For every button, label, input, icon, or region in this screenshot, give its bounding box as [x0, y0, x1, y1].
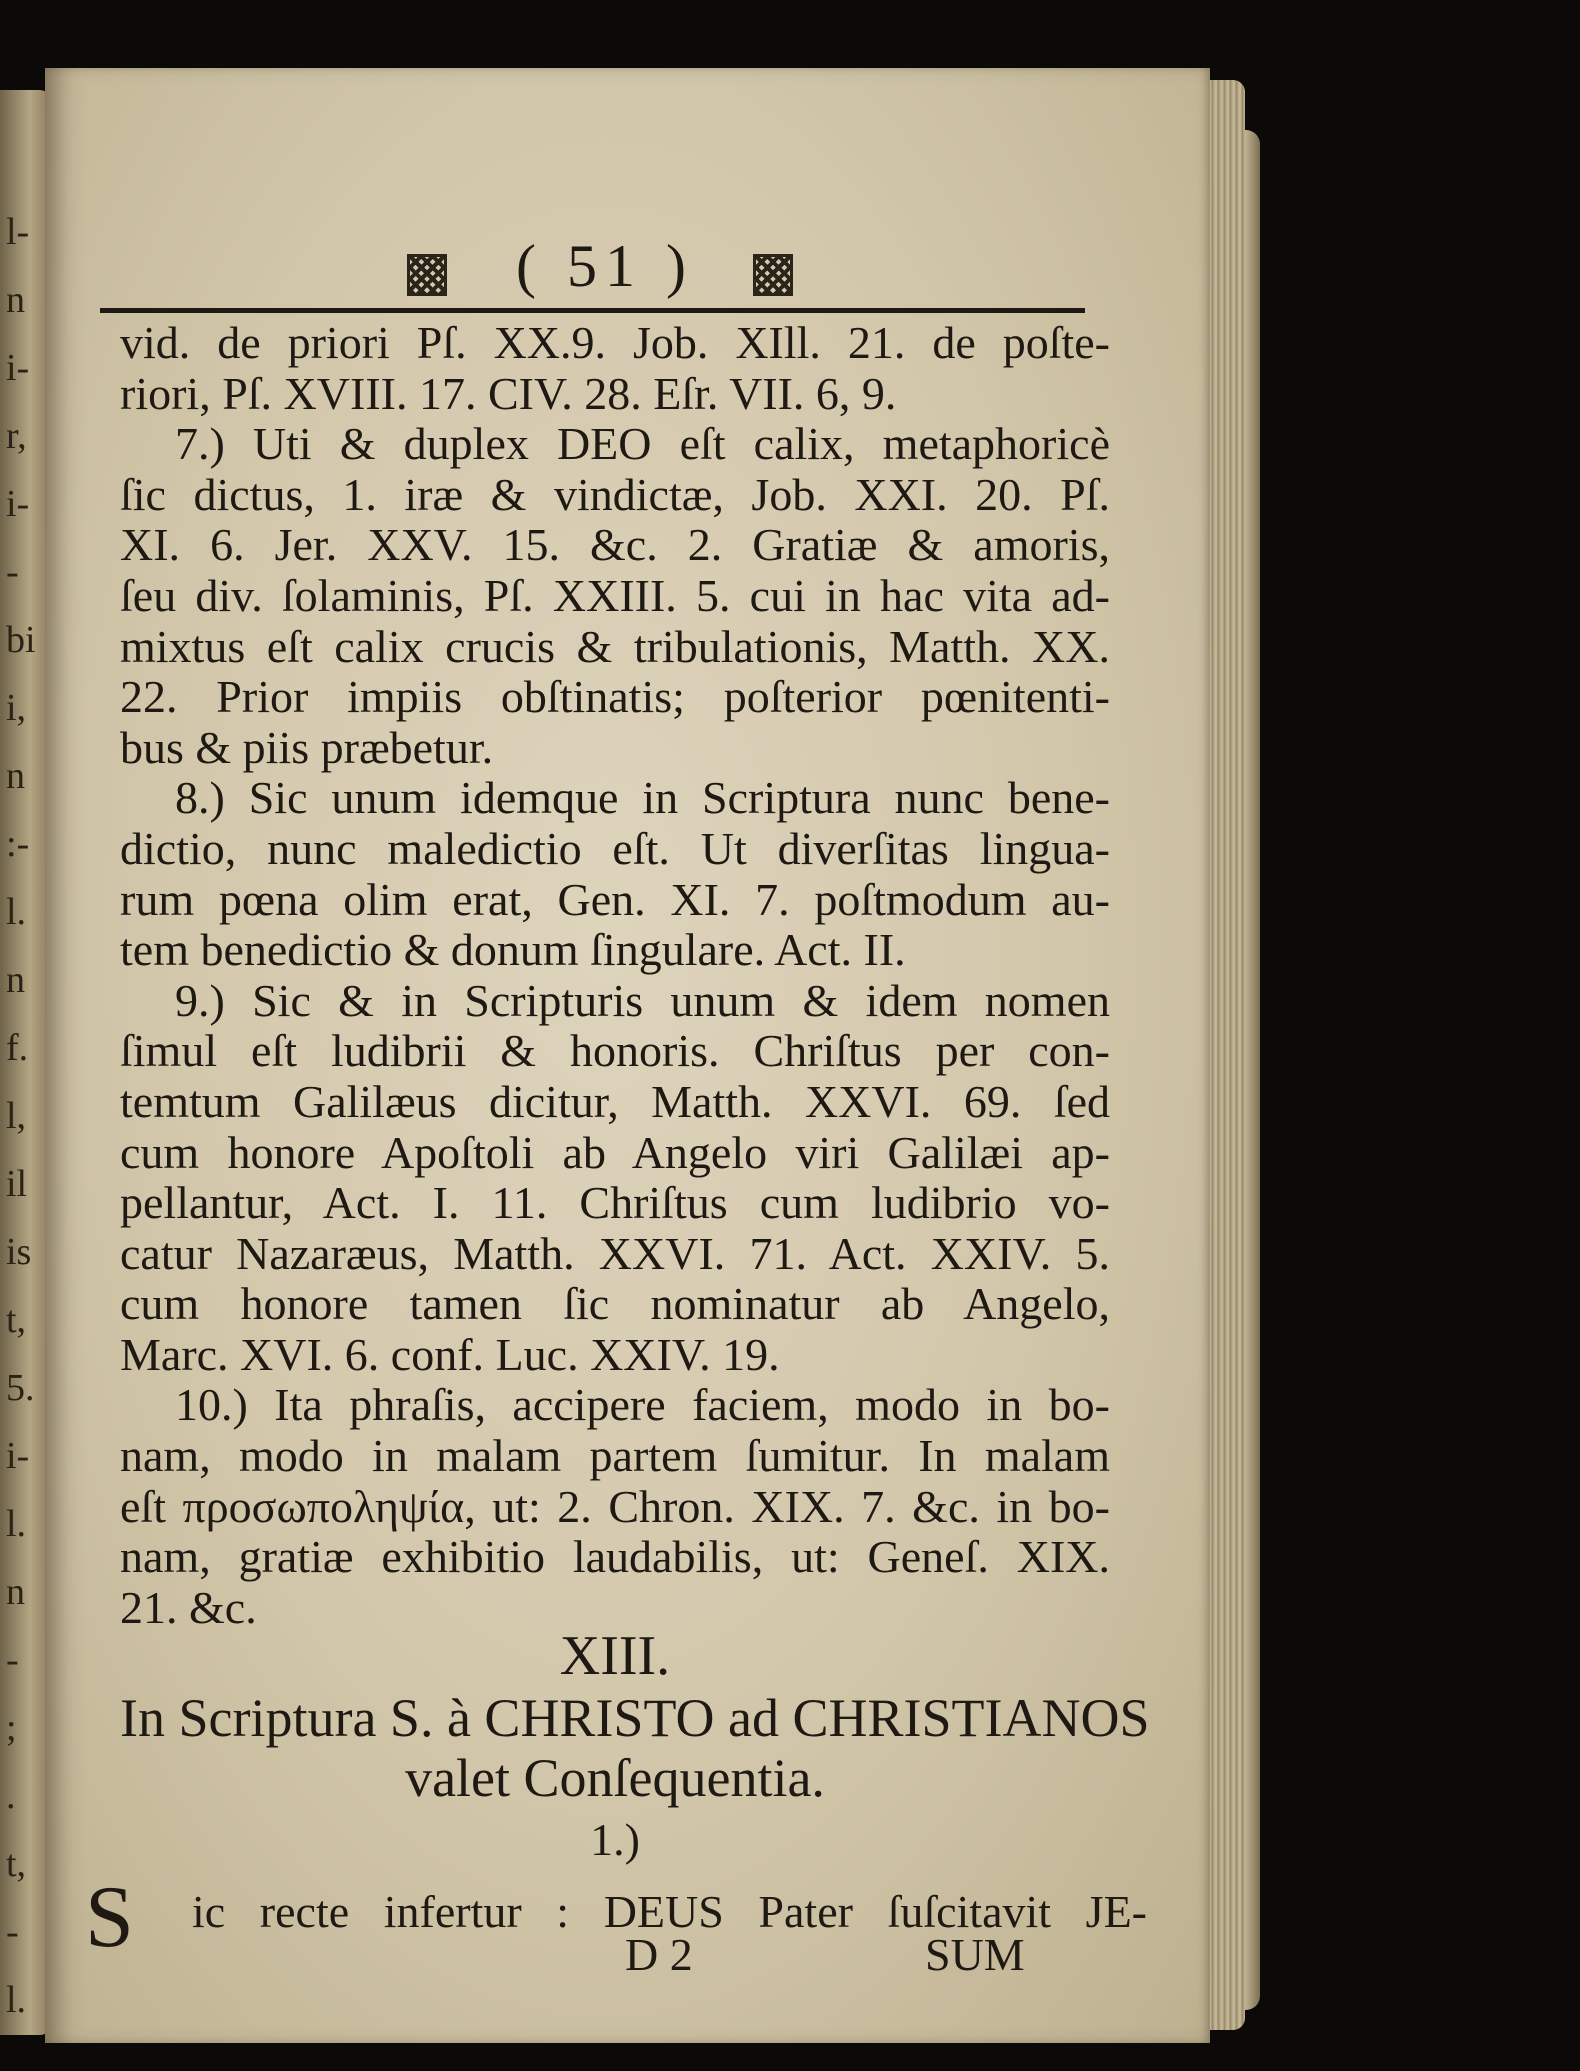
text-line: riori, Pſ. XVIII. 17. CIV. 28. Eſr. VII. 6, 9.: [120, 368, 897, 419]
previous-page-fragment: l.: [6, 891, 27, 933]
subsection-number: 1.): [590, 1814, 640, 1865]
text-line: nam, modo in malam partem ſumitur. In malam: [120, 1431, 1110, 1482]
previous-page-fragment: f.: [6, 1027, 29, 1069]
previous-page-fragment: ;: [6, 1707, 17, 1749]
signature-mark: D 2: [625, 1929, 693, 1980]
text-line: cum honore tamen ſic nominatur ab Angelo,: [120, 1279, 1110, 1330]
ornament-left-icon: [407, 254, 447, 296]
text-line: cum honore Apoſtoli ab Angelo viri Galilæi ap-: [120, 1127, 1110, 1178]
text-line: 7.) Uti & duplex DEO eſt calix, metaphoricè: [175, 419, 1110, 470]
text-line: nam, gratiæ exhibitio laudabilis, ut: Geneſ. XIX.: [120, 1532, 1110, 1583]
text-line: 21. &c.: [120, 1582, 257, 1633]
previous-page-fragment: 5.: [6, 1367, 35, 1409]
section-title-line-2: valet Conſequentia.: [405, 1748, 825, 1808]
text-line: catur Nazaræus, Matth. XXVI. 71. Act. XXIV. 5.: [120, 1228, 1110, 1279]
text-line: Marc. XVI. 6. conf. Luc. XXIV. 19.: [120, 1329, 780, 1380]
text-line: temtum Galilæus dicitur, Matth. XXVI. 69. ſed: [120, 1076, 1110, 1127]
previous-page-fragment: -: [6, 551, 19, 593]
previous-page-fragment: l-: [6, 211, 30, 253]
previous-page-text-fragments: [2, 90, 42, 2035]
previous-page-fragment: il: [6, 1163, 28, 1205]
catchword: SUM: [925, 1929, 1025, 1980]
running-header: [85, 196, 1085, 316]
text-line: tem benedictio & donum ſingulare. Act. II.: [120, 925, 906, 976]
previous-page-fragment: l.: [6, 1979, 27, 2021]
text-line: 8.) Sic unum idemque in Scriptura nunc bene-: [175, 773, 1110, 824]
page-number: ( 51 ): [516, 233, 694, 299]
previous-page-fragment: n: [6, 755, 25, 797]
body-text: [120, 318, 1110, 1633]
text-line: dictio, nunc maledictio eſt. Ut diverſitas lingua-: [120, 823, 1110, 874]
text-line: pellantur, Act. I. 11. Chriſtus cum ludibrio vo-: [120, 1178, 1110, 1229]
text-line: mixtus eſt calix crucis & tribulationis, Matth. XX.: [120, 621, 1110, 672]
previous-page-fragment: t,: [6, 1299, 27, 1341]
previous-page-fragment: -: [6, 1639, 19, 1681]
previous-page-fragment: l.: [6, 1503, 27, 1545]
text-line: vid. de priori Pſ. XX.9. Job. XIll. 21. de poſte-: [120, 318, 1110, 368]
previous-page-fragment: is: [6, 1231, 32, 1273]
previous-page-fragment: i,: [6, 687, 27, 729]
section-number: XIII.: [559, 1625, 671, 1687]
text-line: XI. 6. Jer. XXV. 15. &c. 2. Gratiæ & amoris,: [120, 520, 1110, 571]
previous-page-fragment: :-: [6, 823, 30, 865]
text-line: ſeu div. ſolaminis, Pſ. XXIII. 5. cui in hac vita ad-: [120, 570, 1110, 621]
text-line: ſic dictus, 1. iræ & vindictæ, Job. XXI. 20. Pſ.: [120, 469, 1110, 520]
previous-page-fragment: i-: [6, 347, 30, 389]
previous-page-edge: [0, 90, 50, 2035]
header-rule: [100, 308, 1085, 313]
previous-page-fragment: i-: [6, 1435, 30, 1477]
previous-page-fragment: r,: [6, 415, 27, 457]
previous-page-fragment: .: [6, 1775, 16, 1817]
text-line: 9.) Sic & in Scripturis unum & idem nomen: [175, 975, 1110, 1026]
previous-page-fragment: bi: [6, 619, 36, 661]
book-page: [45, 68, 1210, 2043]
previous-page-fragment: -: [6, 1911, 19, 1953]
previous-page-fragment: l,: [6, 1095, 27, 1137]
previous-page-fragment: i-: [6, 483, 30, 525]
text-line: bus & piis præbetur.: [120, 722, 494, 773]
text-line: eſt προσωποληψία, ut: 2. Chron. XIX. 7. &c. in bo-: [120, 1481, 1110, 1532]
section-title: [120, 1688, 1150, 1808]
section-title-line-1: In Scriptura S. à CHRISTO ad CHRISTIANOS: [120, 1688, 1150, 1748]
previous-page-fragment: n: [6, 1571, 25, 1613]
text-line: ſimul eſt ludibrii & honoris. Chriſtus per con-: [120, 1026, 1110, 1077]
text-line: 10.) Ita phraſis, accipere faciem, modo in bo-: [175, 1380, 1110, 1431]
previous-page-fragment: t,: [6, 1843, 27, 1885]
text-line: 22. Prior impiis obſtinatis; poſterior pœnitenti-: [120, 672, 1110, 723]
previous-page-fragment: n: [6, 959, 25, 1001]
text-line: rum pœna olim erat, Gen. XI. 7. poſtmodum au-: [120, 874, 1110, 925]
final-line-text: ic recte infertur : DEUS Pater ſuſcitavit JE-: [192, 1886, 1147, 1937]
ornament-right-icon: [753, 254, 793, 296]
drop-cap: S: [85, 1869, 134, 1966]
previous-page-fragment: n: [6, 279, 25, 321]
